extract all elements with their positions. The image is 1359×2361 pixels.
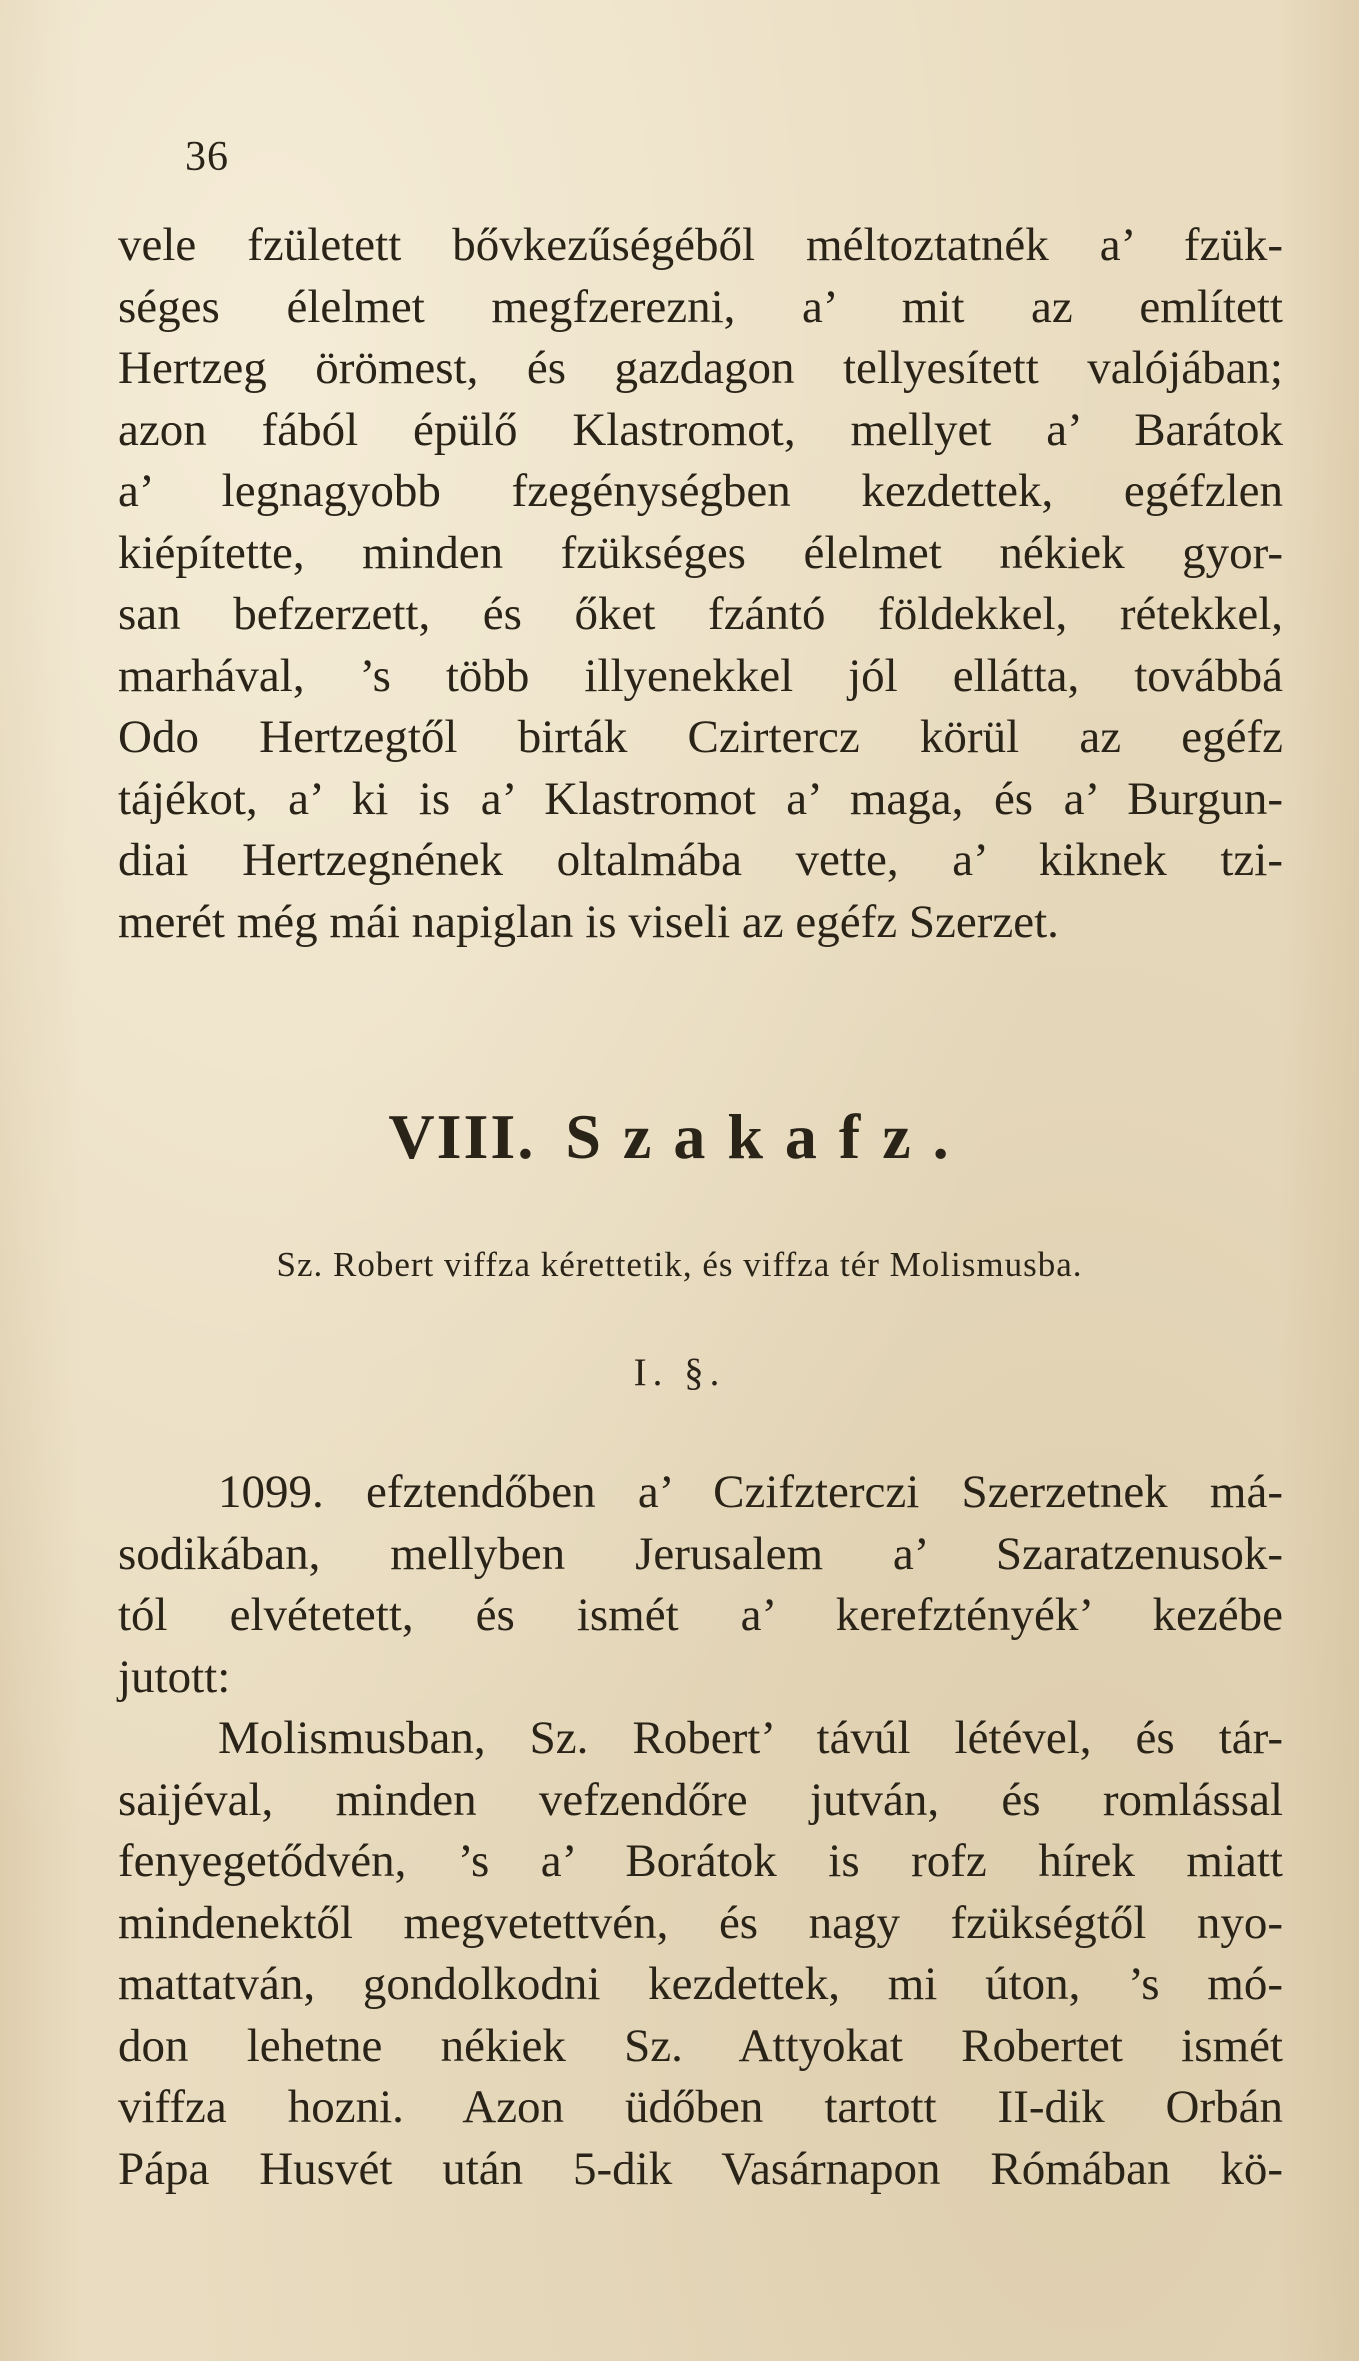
text-line: azon fából épülő Klastromot, mellyet a’ Barátok [118, 403, 1283, 456]
text-line: Molismusban, Sz. Robert’ távúl létével, és tár- [218, 1712, 1283, 1764]
text-line: tól elvétetett, és ismét a’ kerefztényék’ kezébe [118, 1589, 1283, 1641]
text-line: marhával, ’s több illyenekkel jól ellátta, továbbá [118, 649, 1283, 702]
text-line: séges élelmet megfzerezni, a’ mit az említett [118, 280, 1283, 333]
text-line: mindenektől megvetettvén, és nagy fzükségtől nyo- [118, 1896, 1283, 1949]
text-line: mattatván, gondolkodni kezdettek, mi úton, ’s mó- [118, 1958, 1283, 2010]
paragraph-continuation [118, 215, 1283, 953]
chapter-word: Szakafz. [565, 1101, 971, 1172]
text-line: vele fzületett bővkezűségéből méltoztatnék a’ fzük- [118, 219, 1283, 271]
section-mark: I. §. [633, 1351, 726, 1394]
text-line: viffza hozni. Azon üdőben tartott II-dik Orbán [118, 2081, 1283, 2133]
text-line: Hertzeg örömest, és gazdagon tellyesített valójában; [118, 342, 1283, 394]
chapter-subtitle: Sz. Robert viffza kérettetik, és viffza tér Molismusba. [276, 1245, 1083, 1284]
text-line: tájékot, a’ ki is a’ Klastromot a’ maga, és a’ Burgun- [118, 772, 1283, 825]
text-line: diai Hertzegnének oltalmába vette, a’ kiknek tzi- [118, 834, 1283, 886]
text-line: Pápa Husvét után 5-dik Vasárnapon Rómában kö- [118, 2142, 1283, 2195]
text-line: don lehetne nékiek Sz. Attyokat Robertet ismét [118, 2019, 1283, 2072]
text-line: kiépítette, minden fzükséges élelmet nékiek gyor- [118, 526, 1283, 579]
paragraph-date [118, 1462, 1283, 1708]
text-line: san befzerzett, és őket fzántó földekkel, rétekkel, [118, 588, 1283, 640]
text-line: jutott: [118, 1650, 231, 1703]
paragraph-molismus [118, 1708, 1283, 2200]
text-line: 1099. efztendőben a’ Czifzterczi Szerzetnek má- [218, 1466, 1283, 1518]
page-number: 36 [185, 134, 229, 180]
text-line: fenyegetődvén, ’s a’ Borátok is rofz hírek miatt [118, 1835, 1283, 1887]
text-line: saijéval, minden vefzendőre jutván, és romlással [118, 1773, 1283, 1826]
text-line: merét még mái napiglan is viseli az egéfz Szerzet. [118, 895, 1059, 948]
chapter-number: VIII. [388, 1101, 536, 1172]
text-line: Odo Hertzegtől birták Czirtercz körül az egéfz [118, 711, 1283, 763]
text-line: a’ legnagyobb fzegénységben kezdettek, egéfzlen [118, 465, 1283, 517]
chapter-heading [0, 1100, 1359, 1174]
text-line: sodikában, mellyben Jerusalem a’ Szaratzenusok- [118, 1527, 1283, 1580]
